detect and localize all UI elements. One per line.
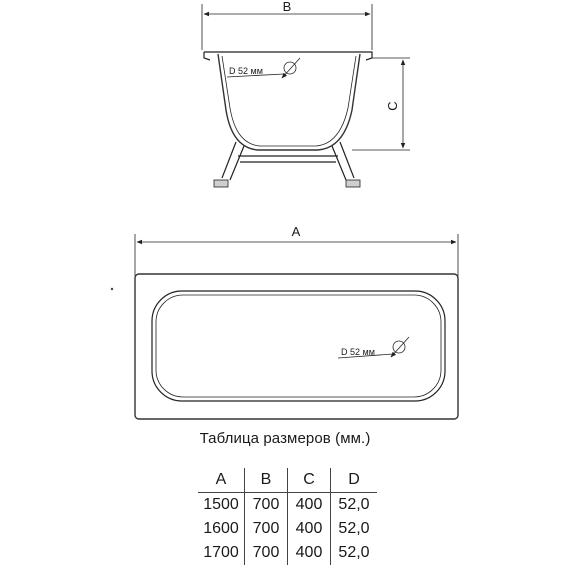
cell-b: 700	[245, 517, 288, 541]
top-view	[111, 224, 458, 419]
leg-right	[332, 142, 354, 180]
cell-a: 1500	[203, 496, 239, 513]
foot-left	[214, 180, 228, 187]
header-b: B	[245, 468, 288, 493]
table-header-row	[198, 468, 377, 493]
table-row	[198, 541, 377, 565]
cell-d: 52,0	[331, 493, 378, 518]
drain-note-top: D 52 мм	[341, 347, 375, 357]
leg-left	[222, 142, 244, 180]
cell-a: 1600	[203, 520, 239, 537]
cell-d: 52,0	[331, 541, 378, 565]
table-row	[198, 517, 377, 541]
cell-c: 400	[288, 517, 331, 541]
leg-crossbar	[238, 156, 338, 162]
header-a: A	[198, 468, 245, 493]
cell-c: 400	[288, 493, 331, 518]
tub-rim	[204, 52, 372, 60]
side-view	[202, 0, 410, 187]
stray-mark	[111, 288, 113, 290]
drain-diameter-arrow-top	[391, 337, 409, 357]
header-d: D	[331, 468, 378, 493]
drain-circle-side	[284, 62, 296, 74]
table-row	[198, 493, 377, 518]
cell-b: 700	[245, 493, 288, 518]
foot-right	[346, 180, 360, 187]
size-table	[198, 468, 377, 565]
cell-c: 400	[288, 541, 331, 565]
cell-a: 1700	[203, 544, 239, 561]
cell-b: 700	[245, 541, 288, 565]
header-c: C	[288, 468, 331, 493]
drain-circle-top	[393, 341, 405, 353]
dim-b-label: B	[282, 0, 292, 14]
tub-basin-inner-edge	[156, 295, 441, 397]
drain-note-side: D 52 мм	[229, 66, 263, 76]
table-title: Таблица размеров (мм.)	[199, 430, 371, 447]
cell-d: 52,0	[331, 517, 378, 541]
dim-a-label: A	[291, 224, 301, 239]
drain-diameter-arrow-side	[282, 58, 300, 78]
dim-c-label: C	[385, 101, 400, 111]
